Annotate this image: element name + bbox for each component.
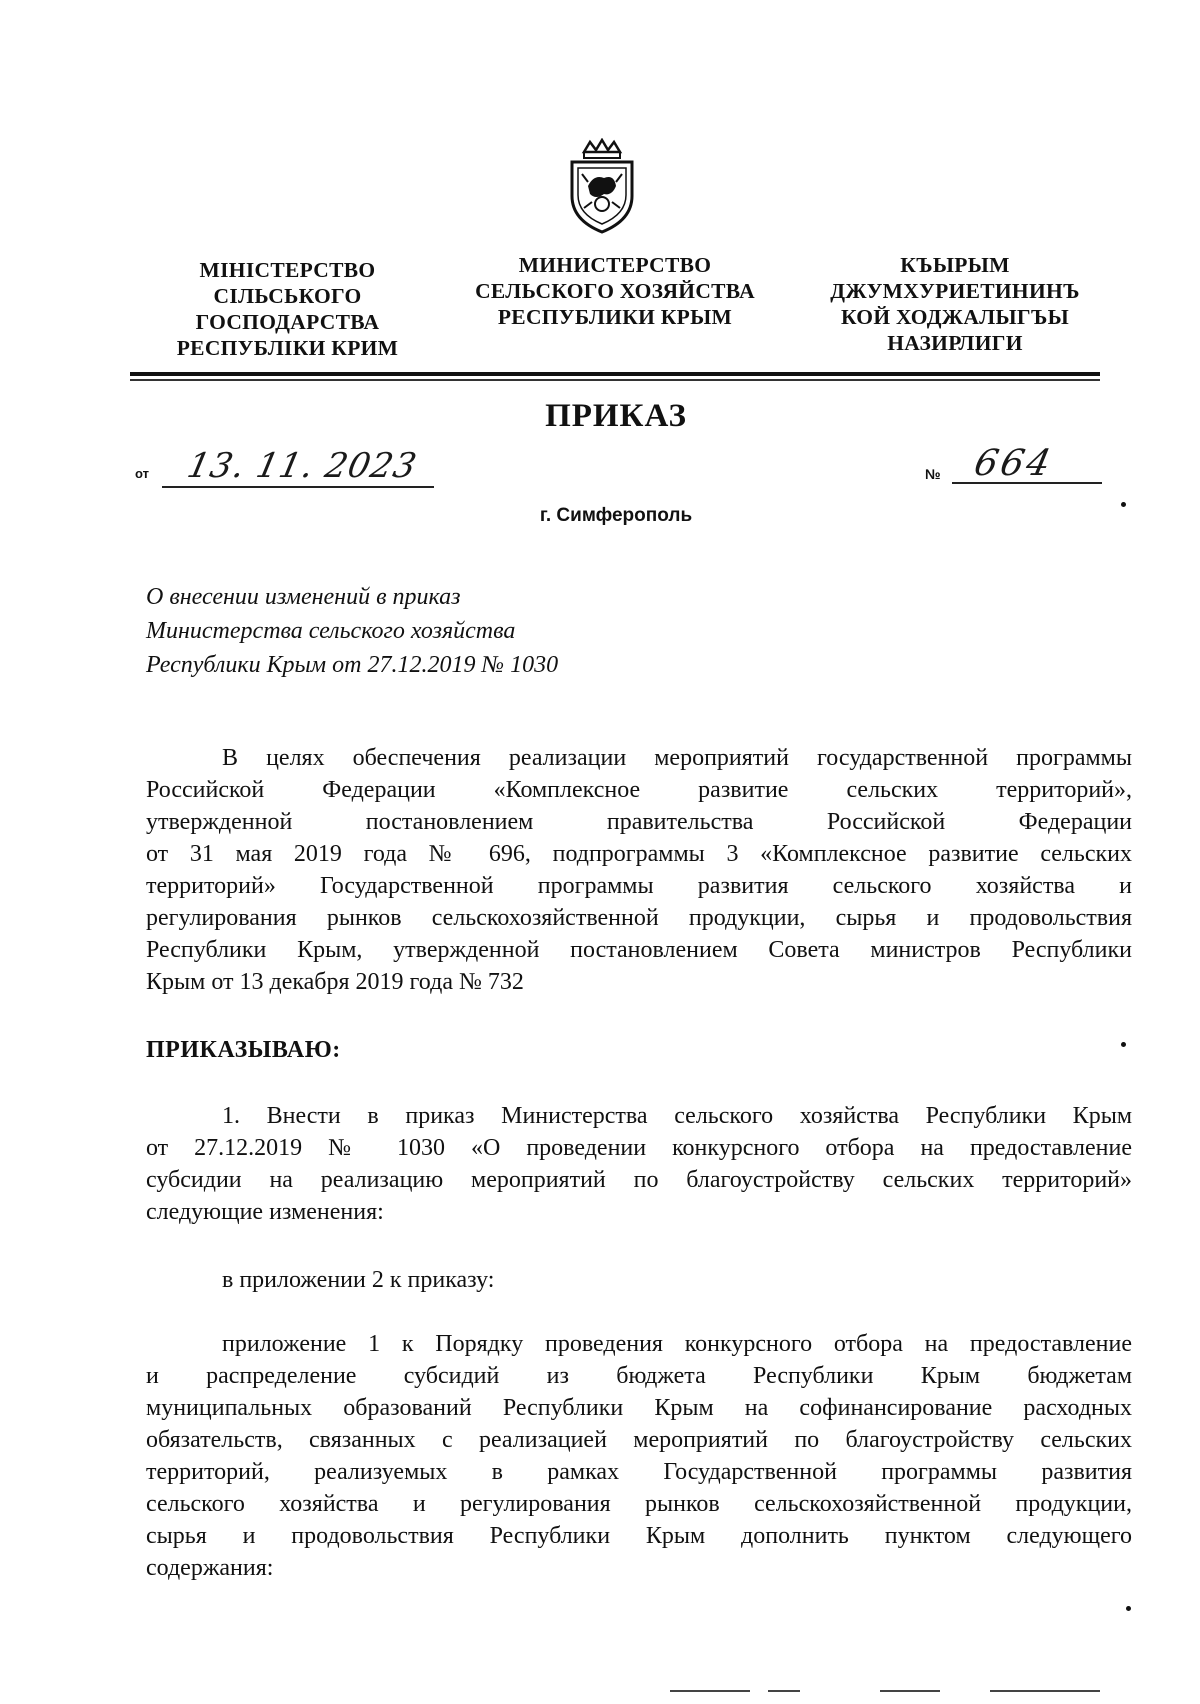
header-center-line: СЕЛЬСКОГО ХОЗЯЙСТВА xyxy=(475,279,755,303)
item-1-line: субсидии на реализацию мероприятий по благоустройству сельских территорий» xyxy=(146,1167,1132,1193)
header-ministry-crimean-tatar xyxy=(810,252,1100,356)
preamble-line: утвержденной постановлением правительства Российской Федерации xyxy=(146,809,1132,835)
annex-intro-line: в приложении 2 к приказу: xyxy=(222,1267,495,1293)
handwritten-number: 664 xyxy=(970,443,1058,484)
subject-block xyxy=(146,580,558,682)
scan-mark xyxy=(768,1690,800,1692)
header-center-line: РЕСПУБЛИКИ КРЫМ xyxy=(497,305,733,329)
preamble-paragraph xyxy=(146,742,1132,998)
annex-line: сырья и продовольствия Республики Крым дополнить пунктом следующего xyxy=(146,1523,1132,1549)
number-label: № xyxy=(925,466,941,482)
header-left-line: МІНІСТЕРСТВО xyxy=(199,258,376,282)
city-line: г. Симферополь xyxy=(539,505,693,526)
header-right-line: НАЗИРЛИГИ xyxy=(887,331,1023,355)
handwritten-date: 13. 11. 2023 xyxy=(183,446,421,486)
preamble-line: от 31 мая 2019 года № 696, подпрограммы 3 «Комплексное развитие сельских xyxy=(146,841,1132,867)
header-right-line: ДЖУМХУРИЕТИНИНЪ xyxy=(830,279,1080,303)
preamble-line: Республики Крым, утвержденной постановлением Совета министров Республики xyxy=(146,937,1132,963)
header-divider-thin xyxy=(130,379,1100,381)
annex-paragraph xyxy=(146,1328,1132,1584)
doc-title: ПРИКАЗ xyxy=(545,398,687,434)
header-divider-thick xyxy=(130,372,1100,376)
item-1-line: 1. Внести в приказ Министерства сельского хозяйства Республики Крым xyxy=(222,1103,1132,1129)
crimea-coat-of-arms-icon xyxy=(566,138,638,234)
annex-line: муниципальных образований Республики Крым на софинансирование расходных xyxy=(146,1395,1132,1421)
preamble-line: регулирования рынков сельскохозяйственной продукции, сырья и продовольствия xyxy=(146,905,1132,931)
annex-line: сельского хозяйства и регулирования рынков сельскохозяйственной продукции, xyxy=(146,1491,1132,1517)
header-left-line: СІЛЬСЬКОГО xyxy=(213,284,362,308)
scan-mark xyxy=(990,1690,1100,1692)
item-1-line: от 27.12.2019 № 1030 «О проведении конкурсного отбора на предоставление xyxy=(146,1135,1132,1161)
header-ministry-ukrainian xyxy=(160,257,415,361)
date-label: от xyxy=(135,466,149,481)
header-center-line: МИНИСТЕРСТВО xyxy=(518,253,712,277)
header-left-line: РЕСПУБЛІКИ КРИМ xyxy=(176,336,399,360)
header-right-line: КЪЫРЫМ xyxy=(900,253,1010,277)
preamble-line: В целях обеспечения реализации мероприятий государственной программы xyxy=(222,745,1132,771)
preamble-line: Крым от 13 декабря 2019 года № 732 xyxy=(146,969,524,995)
item-1-line: следующие изменения: xyxy=(146,1199,384,1225)
annex-line: содержания: xyxy=(146,1555,274,1581)
scan-dot xyxy=(1126,1606,1131,1611)
preamble-line: Российской Федерации «Комплексное развитие сельских территорий», xyxy=(146,777,1132,803)
header-ministry-russian xyxy=(455,252,775,330)
header-right-line: КОЙ ХОДЖАЛЫГЪЫ xyxy=(840,305,1070,329)
scan-mark xyxy=(880,1690,940,1692)
scan-mark xyxy=(670,1690,750,1692)
date-underline xyxy=(162,486,434,488)
order-heading: ПРИКАЗЫВАЮ: xyxy=(146,1037,341,1063)
annex-line: обязательств, связанных с реализацией мероприятий по благоустройству сельских xyxy=(146,1427,1132,1453)
subject-line: Министерства сельского хозяйства xyxy=(146,618,516,644)
item-1-paragraph xyxy=(146,1100,1132,1228)
annex-line: территорий, реализуемых в рамках Государственной программы развития xyxy=(146,1459,1132,1485)
header-left-line: ГОСПОДАРСТВА xyxy=(195,310,380,334)
preamble-line: территорий» Государственной программы развития сельского хозяйства и xyxy=(146,873,1132,899)
annex-line: приложение 1 к Порядку проведения конкурсного отбора на предоставление xyxy=(222,1331,1132,1357)
subject-line: О внесении изменений в приказ xyxy=(146,584,461,610)
scan-dot xyxy=(1121,502,1126,507)
annex-line: и распределение субсидий из бюджета Республики Крым бюджетам xyxy=(146,1363,1132,1389)
annex-intro xyxy=(146,1264,1132,1296)
subject-line: Республики Крым от 27.12.2019 № 1030 xyxy=(146,652,559,678)
scan-dot xyxy=(1121,1042,1126,1047)
